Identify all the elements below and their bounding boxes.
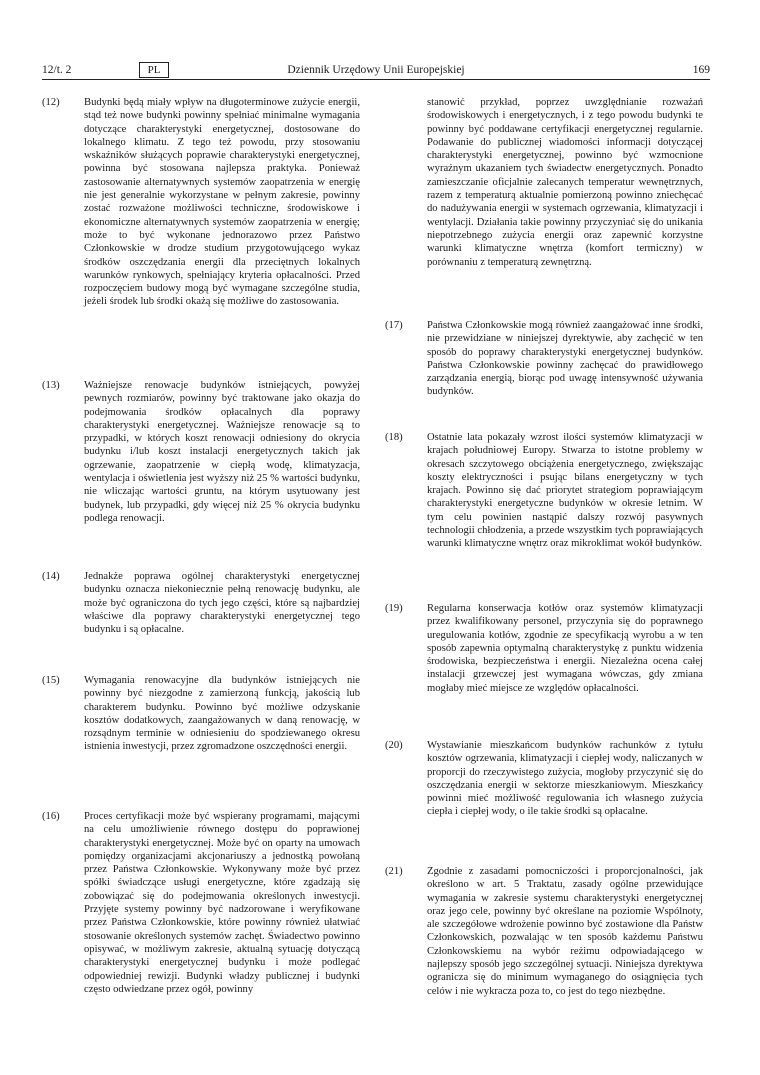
journal-title: Dziennik Urzędowy Unii Europejskiej <box>287 64 465 76</box>
recital-text: Jednakże poprawa ogólnej charakterystyki energetycznej budynku oznacza niekoniecznie pełną renowację budynku, ale może być ograniczona do tych jego części, które są najbardziej właściwe dla poprawy charakterystyki energetycznej tego budynku i są opłacalne. <box>84 571 360 636</box>
page-number: 169 <box>692 64 710 76</box>
recital-text: Wymagania renowacyjne dla budynków istniejących nie powinny być niezgodne z zamierzoną funkcją, jakością lub charakterem budynku. Powinno być możliwe odzyskanie kosztów dodatkowych, zaangażowanych w daną renowację, w rozsądnym terminie w odniesieniu do spodziewanego okresu istnienia inwestycji, przez zgromadzone oszczędności energii. <box>84 675 360 753</box>
recital-19 <box>385 602 703 695</box>
recital-number: (12) <box>42 97 60 108</box>
recital-12 <box>42 96 360 309</box>
recital-text: Regularna konserwacja kotłów oraz systemów klimatyzacji przez kwalifikowany personel, przyczynia się do poprawnego uregulowania kotłów, zgodnie ze specyfikacją wyrobu a w ten sposób zapewnia optymalną charakterystykę z punktu widzenia środowiska, bezpieczeństwa i energii. Niezależna ocena całej instalacji grzewczej jest wymagana wówczas, gdy zmiana mogłaby mieć miejsce ze względów opłacalności. <box>427 603 703 694</box>
recital-number: (16) <box>42 811 60 822</box>
recital-text: Budynki będą miały wpływ na długoterminowe zużycie energii, stąd też nowe budynki powinny spełniać minimalne wymagania dotyczące charakterystyki energetycznej, dostosowane do lokalnego klimatu. Z tego też powodu, przy stosowaniu wskaźników służących poprawie charakterystyki energetycznej, powinna być stosowana najlepsza praktyka. Ponieważ zastosowanie alternatywnych systemów zaopatrzenia w energię nie jest generalnie wykorzystane w pełnym zakresie, powinny zostać rozważone możliwości techniczne, środowiskowe i ekonomiczne alternatywnych systemów zaopatrzenia w energię; może to być wykonane jednorazowo przez Państwo Członkowskie w drodze studium przygotowującego wykaz środków oszczędzania energii dla przeciętnych lokalnych warunków rynkowych, spełniający kryteria opłacalności. Przed rozpoczęciem budowy mogą być wymagane szczególne studia, jeżeli środek lub środki okażą się możliwe do zastosowania. <box>84 97 360 308</box>
recital-text: Państwa Członkowskie mogą również zaangażować inne środki, nie przewidziane w niniejszej dyrektywie, aby zachęcić w ten sposób do poprawy charakterystyki energetycznej budynków. Państwa Członkowskie powinny zachęcać do prawidłowego zarządzania energią, biorąc pod uwagę intensywność używania budynków. <box>427 320 703 398</box>
recital-text: Ważniejsze renowacje budynków istniejących, powyżej pewnych rozmiarów, powinny być traktowane jako okazja do podejmowania środków opłacalnych dla poprawy charakterystyki energetycznej. Ważniejsze renowacje są to przypadki, w których koszt renowacji odniesiony do okrycia budynku i/lub koszt instalacji energetycznych takich jak ogrzewanie, zaopatrzenie w ciepłą wodę, klimatyzacja, wentylacja i oświetlenia jest wyższy niż 25 % wartości budynku, nie wliczając wartości gruntu, na którym usytuowany jest budynek, lub przypadki, gdy więcej niż 25 % okrycia budynku podlega renowacji. <box>84 380 360 524</box>
recital-number: (14) <box>42 571 60 582</box>
recital-16-continued <box>385 96 703 269</box>
recital-number: (17) <box>385 320 403 331</box>
recital-number: (21) <box>385 866 403 877</box>
recital-number: (15) <box>42 675 60 686</box>
recital-number: (18) <box>385 432 403 443</box>
recital-text: Zgodnie z zasadami pomocniczości i proporcjonalności, jak określono w art. 5 Traktatu, zasady ogólne przewidujące wymagania w zakresie systemu charakterystyki energetycznej oraz jego cele, powinny być określane na poziomie Wspólnoty, ale szczegółowe wdrożenie powinno być zostawione dla Państw Członkowskich, pozwalając w ten sposób każdemu Państwu Członkowskiemu na wybór reżimu odpowiadającego w najlepszy sposób jego szczególnej sytuacji. Niniejsza dyrektywa ogranicza się do minimum wymaganego do osiągnięcia tych celów i nie wykracza poza to, co jest do tego niezbędne. <box>427 866 703 997</box>
recital-number: (20) <box>385 740 403 751</box>
page-header <box>42 63 710 81</box>
recital-15 <box>42 674 360 754</box>
recital-20 <box>385 739 703 819</box>
recital-text: Ostatnie lata pokazały wzrost ilości systemów klimatyzacji w krajach południowej Europy. Stwarza to istotne problemy w okresach szczytowego obciążenia energetycznego, zwiększając koszty elektryczności i psując bilans energetyczny w tych krajach. Powinno się dać priorytet strategiom poprawiającym charakterystyki energetyczne budynków w okresie letnim. W tym celu powinien nastąpić dalszy rozwój pasywnych technologii chłodzenia, a przede wszystkim tych poprawiających warunki klimatyczne wnętrz oraz mikroklimat wokół budynków. <box>427 432 703 550</box>
recital-13 <box>42 379 360 525</box>
recital-text: Proces certyfikacji może być wspierany programami, mającymi na celu umożliwienie równego dostępu do poprawionej charakterystyki energetycznej. Może być on oparty na umowach pomiędzy organizacjami akcjonariuszy a jednostką powołaną przez Państwa Członkowskie. Wykonywany może być przez spółki świadczące usługi energetyczne, które zgadzają się zobowiązać się do podejmowania określonych inwestycji. Przyjęte systemy powinny być nadzorowane i weryfikowane przez Państwa Członkowskie, które powinny również ułatwiać stosowanie określonych systemów zachęt. Świadectwo powinno opisywać, w możliwym zakresie, aktualną sytuację dotyczącą charakterystyki energetycznej budynku i może podlegać odpowiedniej rewizji. Budynki władzy publicznej i budynki często odwiedzane przez ogół, powinny <box>84 811 360 995</box>
recital-number: (13) <box>42 380 60 391</box>
issue-number: 12/t. 2 <box>42 64 72 76</box>
recital-text: Wystawianie mieszkańcom budynków rachunków z tytułu kosztów ogrzewania, klimatyzacji i ciepłej wody, naliczanych w proporcji do rzeczywistego zużycia, mogłoby przyczynić się do oszczędzania energii w sektorze mieszkaniowym. Mieszkańcy powinni mieć możliwość regulowania ich własnego zużycia ciepła i ciepłej wody, o ile takie środki są opłacalne. <box>427 740 703 818</box>
header-rule <box>42 79 710 80</box>
recital-21 <box>385 865 703 998</box>
recital-number: (19) <box>385 603 403 614</box>
recital-16 <box>42 810 360 996</box>
recital-18 <box>385 431 703 551</box>
recital-text: stanowić przykład, poprzez uwzględnianie rozważań środowiskowych i energetycznych, i z tego powodu budynki te powinny być poddawane certyfikacji energetycznej regularnie. Podawanie do publicznej wiadomości informacji dotyczącej charakterystyki energetycznej, powinno być wzmocnione wyraźnym ukazaniem tych świadectw energetycznych. Ponadto zamieszczanie oficjalnie zalecanych temperatur wewnętrznych, razem z temperaturą aktualnie pomierzoną powinno zniechęcać do nadużywania energii w systemach ogrzewania, klimatyzacji i wentylacji. Działania takie powinny przyczyniać się do unikania niepotrzebnego zużycia energii oraz zapewnić korzystne warunki klimatyczne wnętrza (komfort termiczny) w porównaniu z temperaturą zewnętrzną. <box>427 97 703 268</box>
language-badge: PL <box>139 62 169 78</box>
recital-14 <box>42 570 360 636</box>
recital-17 <box>385 319 703 399</box>
